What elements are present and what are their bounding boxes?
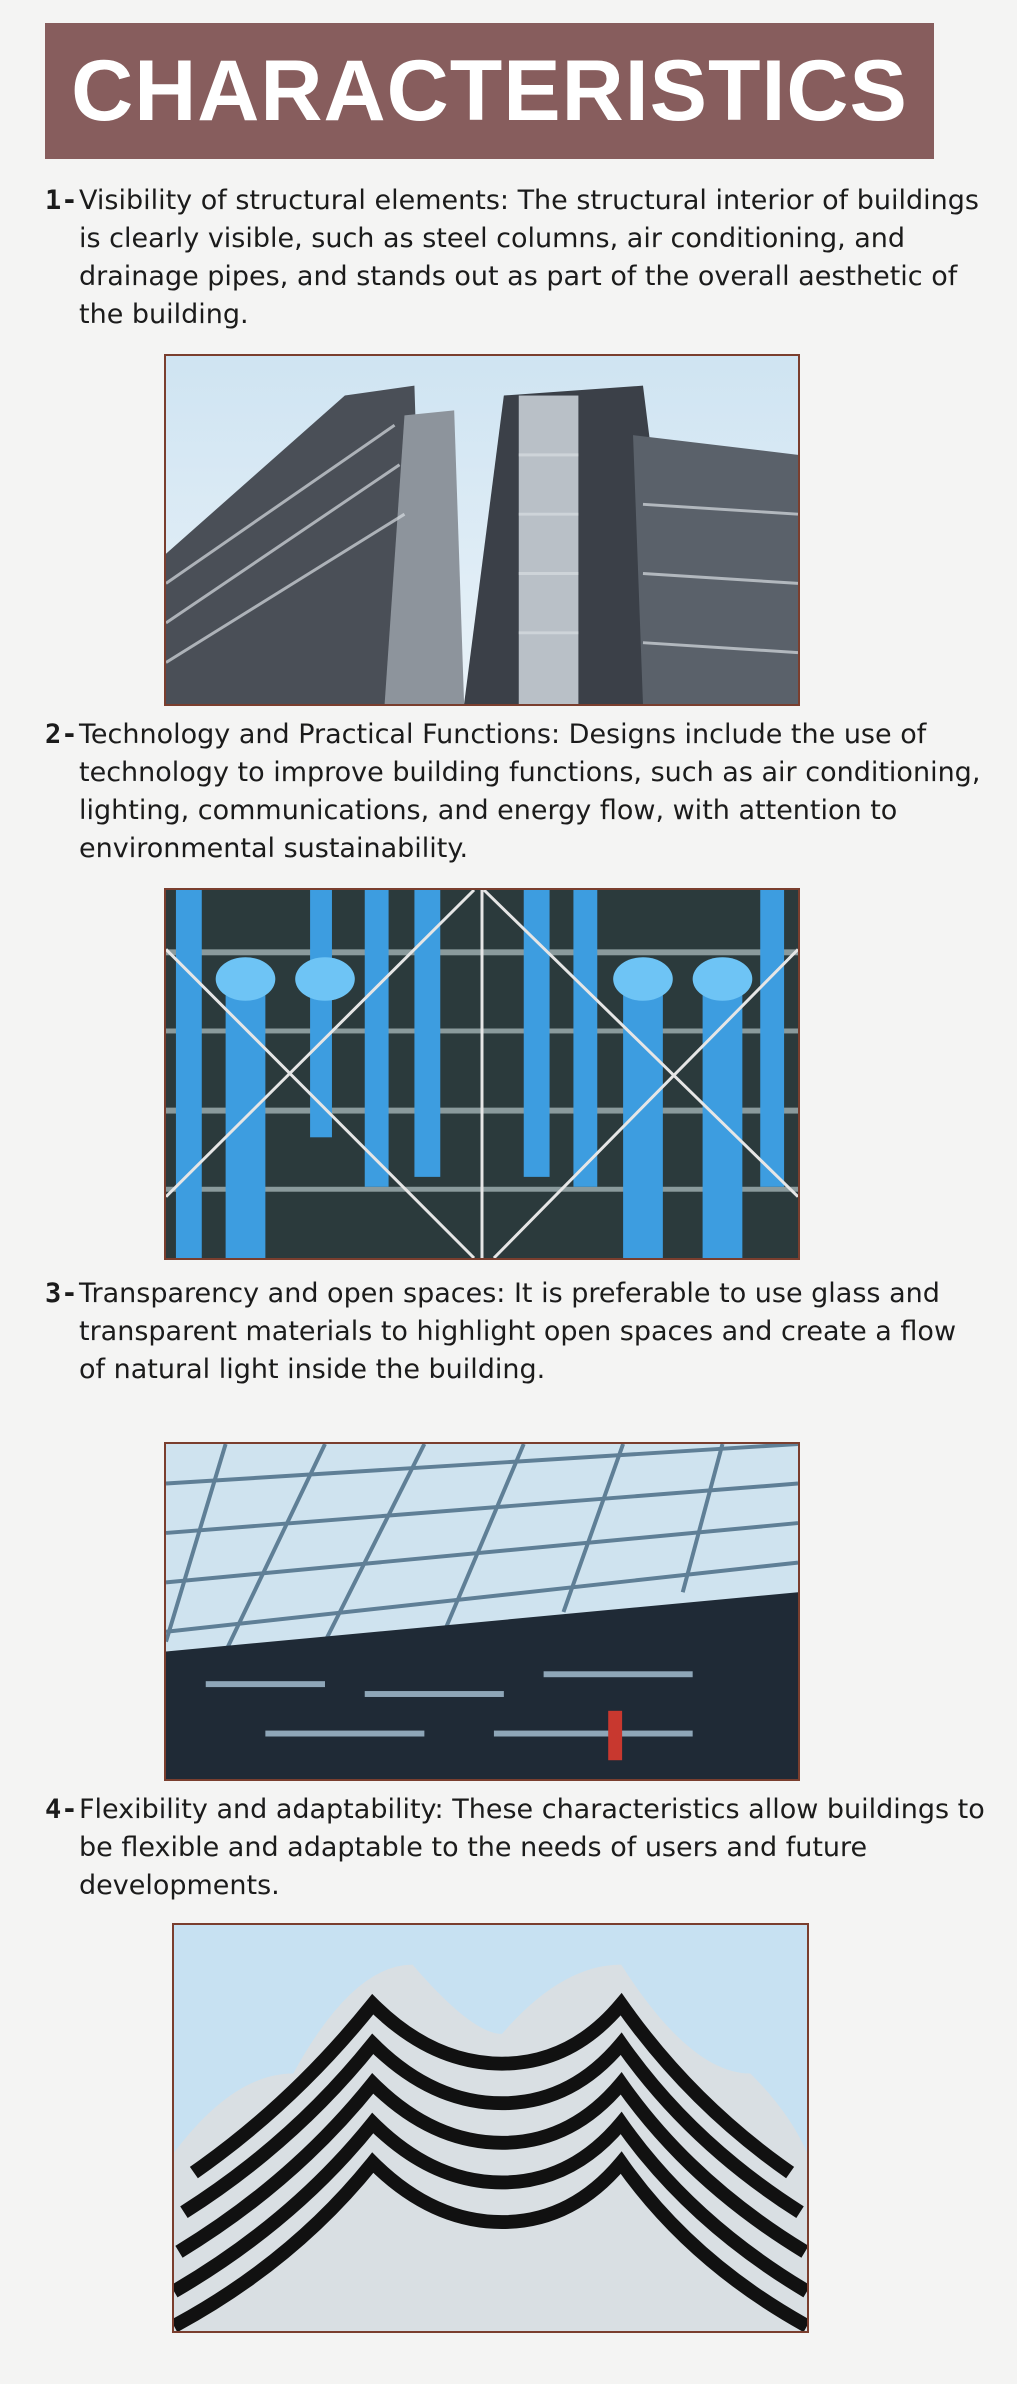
item-number: 2- — [45, 719, 78, 750]
item-text: Transparency and open spaces: It is preferable to use glass and transparent materials to highlight open spaces and create a flow of natural light inside the building. — [79, 1278, 957, 1385]
characteristic-2 — [45, 716, 985, 868]
page-title: CHARACTERISTICS — [71, 42, 908, 139]
photo-blue-pipes-facade — [164, 888, 800, 1260]
title-banner — [45, 23, 934, 159]
item-number: 4- — [45, 1794, 78, 1825]
characteristic-3 — [45, 1275, 985, 1389]
photo-glass-roof-interior — [164, 1442, 800, 1781]
characteristic-4 — [45, 1791, 985, 1905]
item-number: 3- — [45, 1278, 78, 1309]
item-text: Flexibility and adaptability: These characteristics allow buildings to be flexible and adaptable to the needs of users and future developments. — [79, 1794, 985, 1901]
photo-wavy-balcony-building — [172, 1923, 809, 2333]
item-number: 1- — [45, 185, 78, 216]
item-text: Visibility of structural elements: The structural interior of buildings is clearly visible, such as steel columns, air conditioning, and drainage pipes, and stands out as part of the overall aesthetic of the building. — [79, 185, 979, 330]
photo-exposed-structure-building — [164, 354, 800, 706]
characteristic-1 — [45, 182, 985, 334]
item-text: Technology and Practical Functions: Designs include the use of technology to improve building functions, such as air conditioning, lighting, communications, and energy flow, with attention to environmental sustainability. — [79, 719, 981, 864]
